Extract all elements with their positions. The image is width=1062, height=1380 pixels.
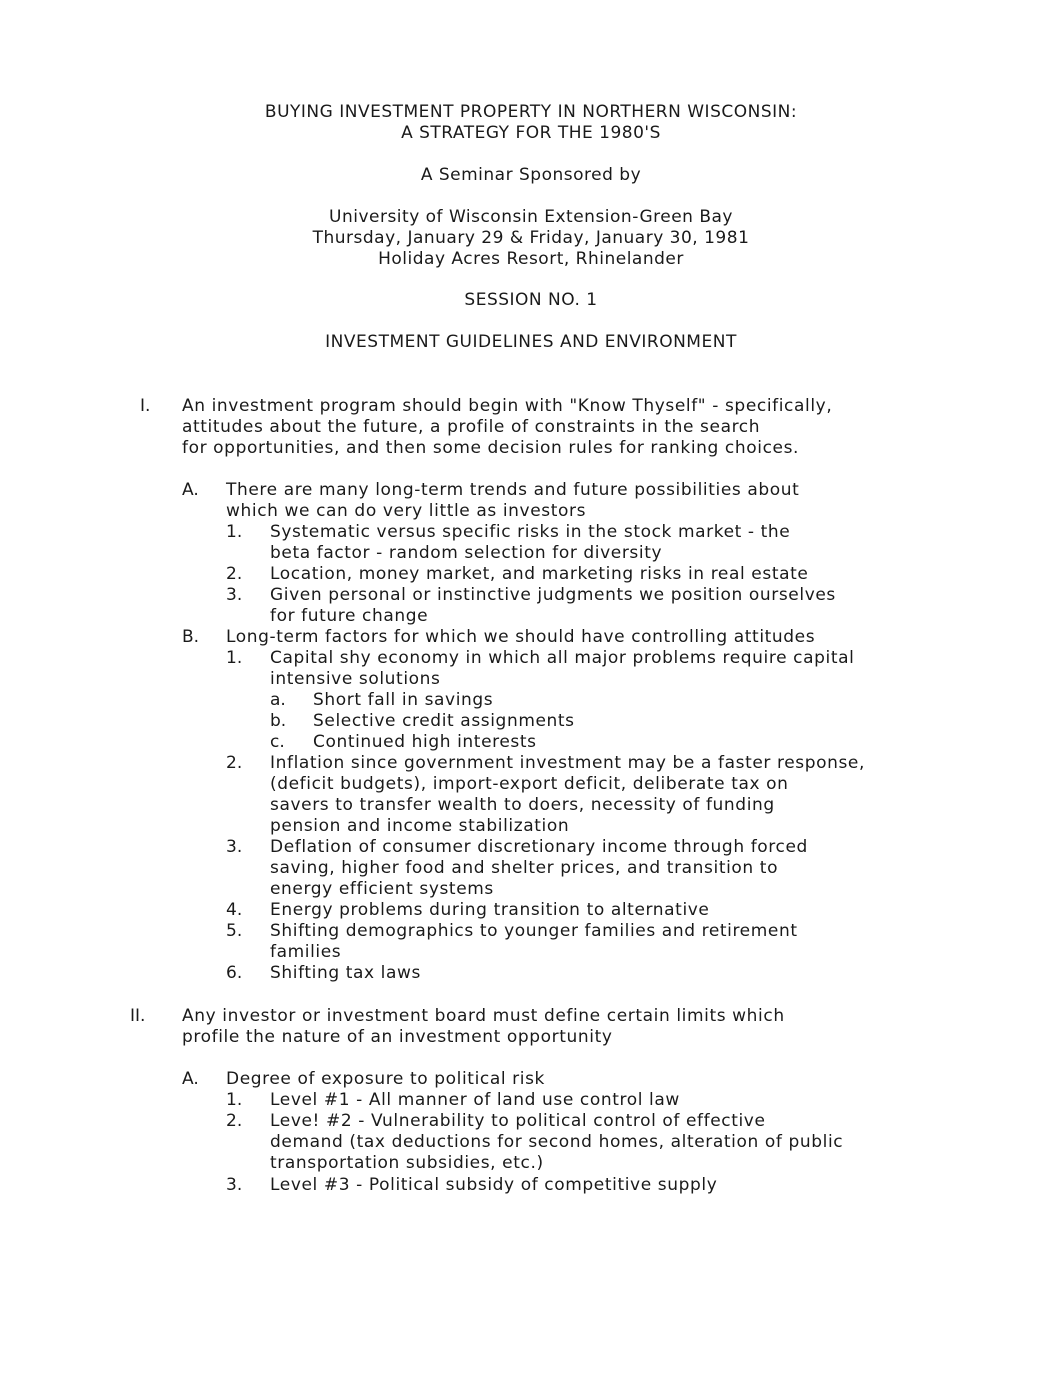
list-item-marker: 1. [226,1090,243,1110]
list-item-line: transportation subsidies, etc.) [270,1153,544,1173]
list-item-marker: 3. [226,1175,243,1195]
list-item-line: demand (tax deductions for second homes, alteration of public [270,1132,844,1152]
list-item-line: for future change [270,606,429,626]
list-item-line: beta factor - random selection for diversity [270,543,663,563]
subsection-line: Degree of exposure to political risk [226,1069,545,1089]
list-item-marker: 2. [226,564,243,584]
section-line: attitudes about the future, a profile of constraints in the search [182,417,761,437]
session-number: SESSION NO. 1 [464,290,598,310]
list-item-line: intensive solutions [270,669,441,689]
list-item-line: Selective credit assignments [313,711,575,731]
subsection-line: which we can do very little as investors [226,501,587,521]
list-item-line: (deficit budgets), import-export deficit, deliberate tax on [270,774,789,794]
section-line: profile the nature of an investment opportunity [182,1027,613,1047]
list-item-line: families [270,942,342,962]
list-item-marker: 6. [226,963,243,983]
list-item-marker: a. [270,690,286,710]
list-item-line: Shifting tax laws [270,963,421,983]
list-item-line: Energy problems during transition to alternative [270,900,710,920]
list-item-line: Continued high interests [313,732,537,752]
list-item-marker: b. [270,711,287,731]
list-item-marker: c. [270,732,285,752]
list-item-line: Inflation since government investment may be a faster response, [270,753,865,773]
subsection-marker: A. [182,1069,199,1089]
list-item-line: energy efficient systems [270,879,494,899]
list-item-line: savers to transfer wealth to doers, necessity of funding [270,795,775,815]
list-item-marker: 1. [226,522,243,542]
venue: Holiday Acres Resort, Rhinelander [378,249,684,269]
list-item-line: Shifting demographics to younger families and retirement [270,921,798,941]
list-item-line: Systematic versus specific risks in the stock market - the [270,522,791,542]
list-item-marker: 5. [226,921,243,941]
list-item-line: Leve! #2 - Vulnerability to political control of effective [270,1111,766,1131]
list-item-marker: 4. [226,900,243,920]
list-item-marker: 3. [226,837,243,857]
list-item-line: Deflation of consumer discretionary income through forced [270,837,808,857]
section-marker: I. [140,396,151,416]
list-item-line: Given personal or instinctive judgments we position ourselves [270,585,836,605]
list-item-line: Capital shy economy in which all major problems require capital [270,648,855,668]
section-line: for opportunities, and then some decision rules for ranking choices. [182,438,800,458]
list-item-marker: 3. [226,585,243,605]
subsection-marker: B. [182,627,200,647]
list-item-marker: 1. [226,648,243,668]
list-item-line: Short fall in savings [313,690,494,710]
subsection-marker: A. [182,480,199,500]
section-line: An investment program should begin with "Know Thyself" - specifically, [182,396,833,416]
list-item-line: saving, higher food and shelter prices, and transition to [270,858,779,878]
title-line-1: BUYING INVESTMENT PROPERTY IN NORTHERN WISCONSIN: [264,102,798,122]
sponsor-intro: A Seminar Sponsored by [420,165,642,185]
seminar-dates: Thursday, January 29 & Friday, January 30, 1981 [312,228,750,248]
section-marker: II. [130,1006,146,1026]
section-line: Any investor or investment board must define certain limits which [182,1006,785,1026]
session-title: INVESTMENT GUIDELINES AND ENVIRONMENT [325,332,737,352]
list-item-line: Location, money market, and marketing risks in real estate [270,564,809,584]
list-item-marker: 2. [226,1111,243,1131]
organization: University of Wisconsin Extension-Green Bay [329,207,733,227]
title-line-2: A STRATEGY FOR THE 1980'S [401,123,661,143]
subsection-line: There are many long-term trends and future possibilities about [226,480,800,500]
subsection-line: Long-term factors for which we should have controlling attitudes [226,627,816,647]
list-item-line: Level #1 - All manner of land use control law [270,1090,680,1110]
list-item-marker: 2. [226,753,243,773]
list-item-line: Level #3 - Political subsidy of competitive supply [270,1175,718,1195]
list-item-line: pension and income stabilization [270,816,570,836]
